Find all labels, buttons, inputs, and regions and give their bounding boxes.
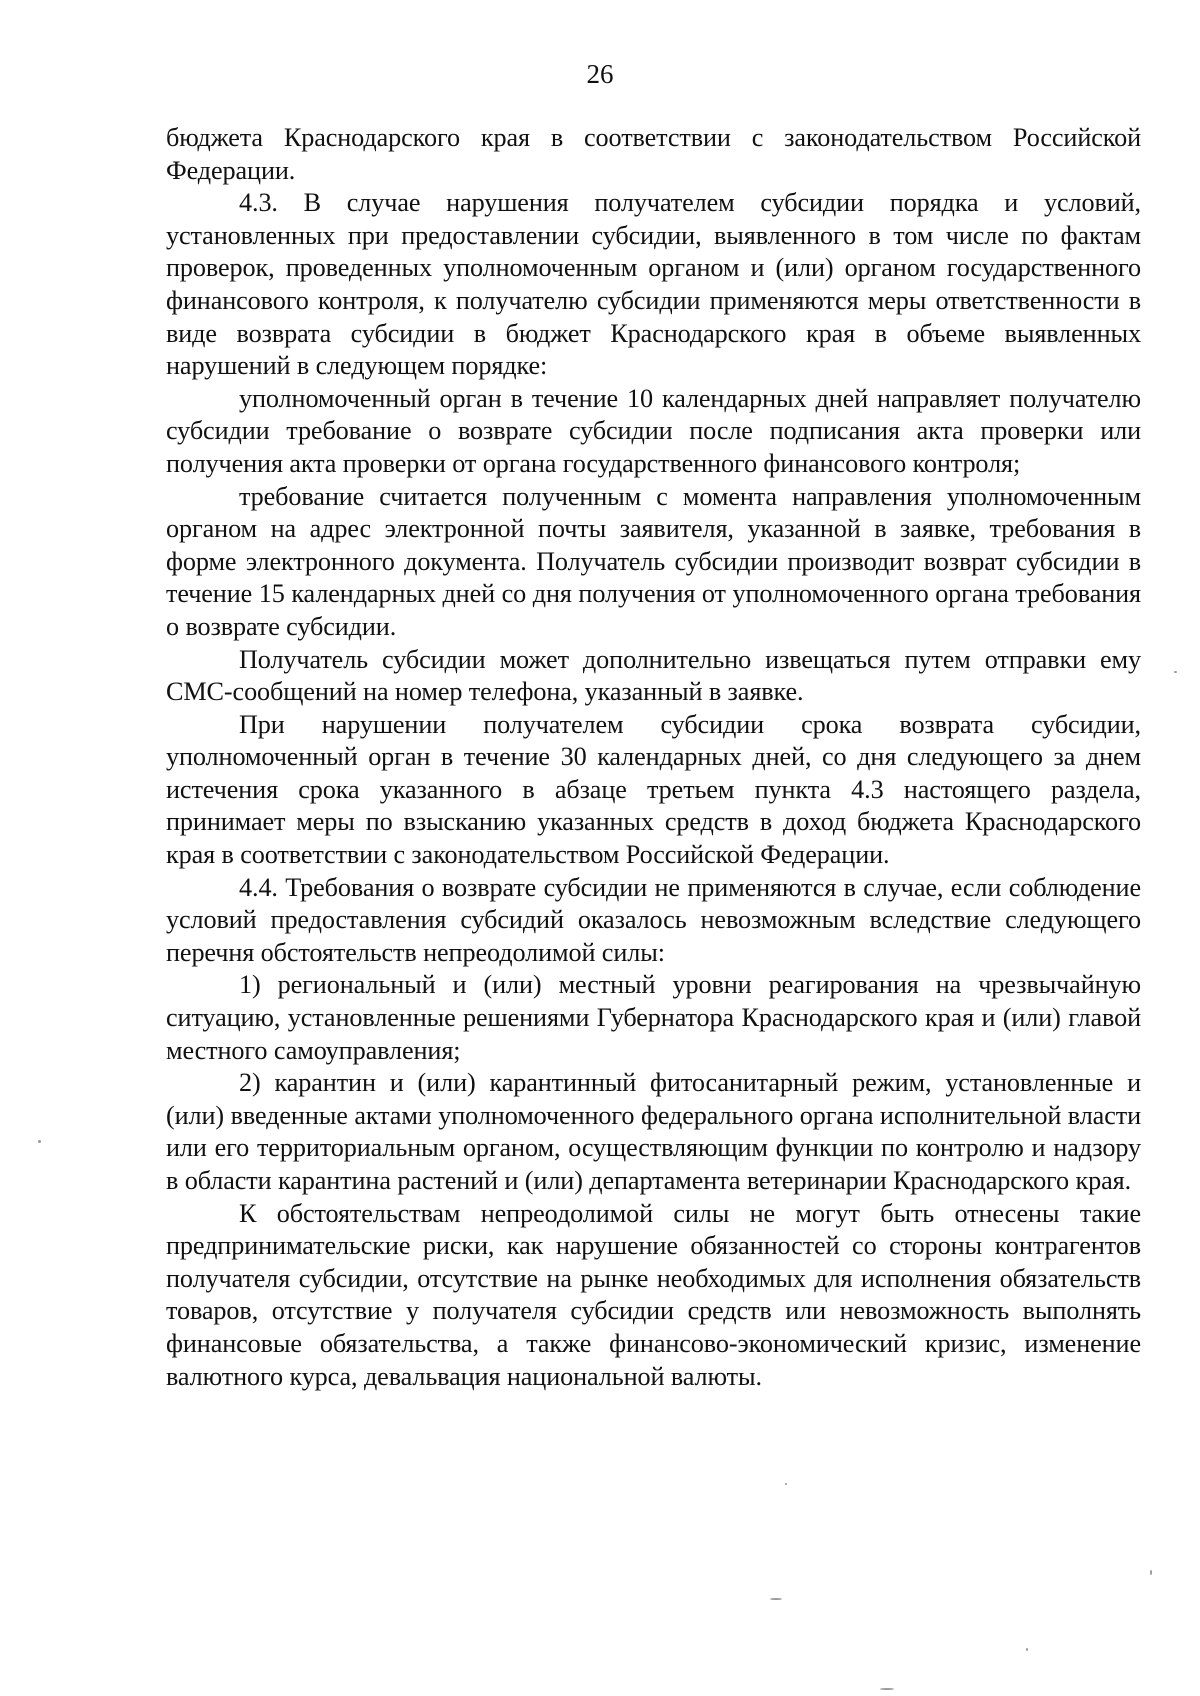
- scan-speck: [880, 1688, 894, 1690]
- scan-speck: [38, 1140, 41, 1143]
- scan-speck: [785, 1483, 787, 1485]
- paragraph: 4.3. В случае нарушения получателем субсидии порядка и условий, установленных при предоставлении субсидии, выявленного в том числе по фактам проверок, проведенных уполномоченным органом и (или) органом государственного финансового контроля, к получателю субсидии применяются меры ответственности в виде возврата субсидии в бюджет Краснодарского края в объеме выявленных нарушений в следующем порядке:: [166, 188, 1141, 381]
- paragraph: К обстоятельствам непреодолимой силы не могут быть отнесены такие предпринимательские риски, как нарушение обязанностей со стороны контрагентов получателя субсидии, отсутствие на рынке необходимых для исполнения обязательств товаров, отсутствие у получателя субсидии средств или невозможность выполнять финансовые обязательства, а также финансово-экономический кризис, изменение валютного курса, девальвация национальной валюты.: [166, 1198, 1141, 1391]
- paragraph: При нарушении получателем субсидии срока возврата субсидии, уполномоченный орган в течение 30 календарных дней, со дня следующего за днем истечения срока указанного в абзаце третьем пункта 4.3 настоящего раздела, принимает меры по взысканию указанных средств в доход бюджета Краснодарского края в соответствии с законодательством Российской Федерации.: [166, 709, 1141, 870]
- page-number: 26: [586, 59, 614, 89]
- paragraph: требование считается полученным с момента направления уполномоченным органом на адрес электронной почты заявителя, указанной в заявке, требования в форме электронного документа. Получатель субсидии производит возврат субсидии в течение 15 календарных дней со дня получения от уполномоченного органа требования о возврате субсидии.: [166, 481, 1141, 641]
- paragraph: 4.4. Требования о возврате субсидии не применяются в случае, если соблюдение условий предоставления субсидий оказалось невозможным вследствие следующего перечня обстоятельств непреодолимой силы:: [166, 872, 1141, 967]
- paragraph: уполномоченный орган в течение 10 календарных дней направляет получателю субсидии требование о возврате субсидии после подписания акта проверки или получения акта проверки от органа государственного финансового контроля;: [166, 383, 1141, 478]
- paragraph: 2) карантин и (или) карантинный фитосанитарный режим, установленные и (или) введенные актами уполномоченного федерального органа исполнительной власти или его территориальным органом, осуществляющим функции по контролю и надзору в области карантина растений и (или) департамента ветеринарии Краснодарского края.: [166, 1068, 1141, 1195]
- paragraph: 1) региональный и (или) местный уровни реагирования на чрезвычайную ситуацию, установленные решениями Губернатора Краснодарского края и (или) главой местного самоуправления;: [166, 970, 1141, 1065]
- scan-speck: [770, 1598, 782, 1600]
- paragraph: бюджета Краснодарского края в соответствии с законодательством Российской Федерации.: [166, 123, 1141, 185]
- scan-speck: [1026, 1648, 1028, 1651]
- scan-speck: [1174, 671, 1177, 673]
- scan-speck: [1150, 1570, 1152, 1575]
- paragraph: Получатель субсидии может дополнительно извещаться путем отправки ему СМС-сообщений на номер телефона, указанный в заявке.: [166, 644, 1141, 707]
- document-body: [166, 122, 1141, 1393]
